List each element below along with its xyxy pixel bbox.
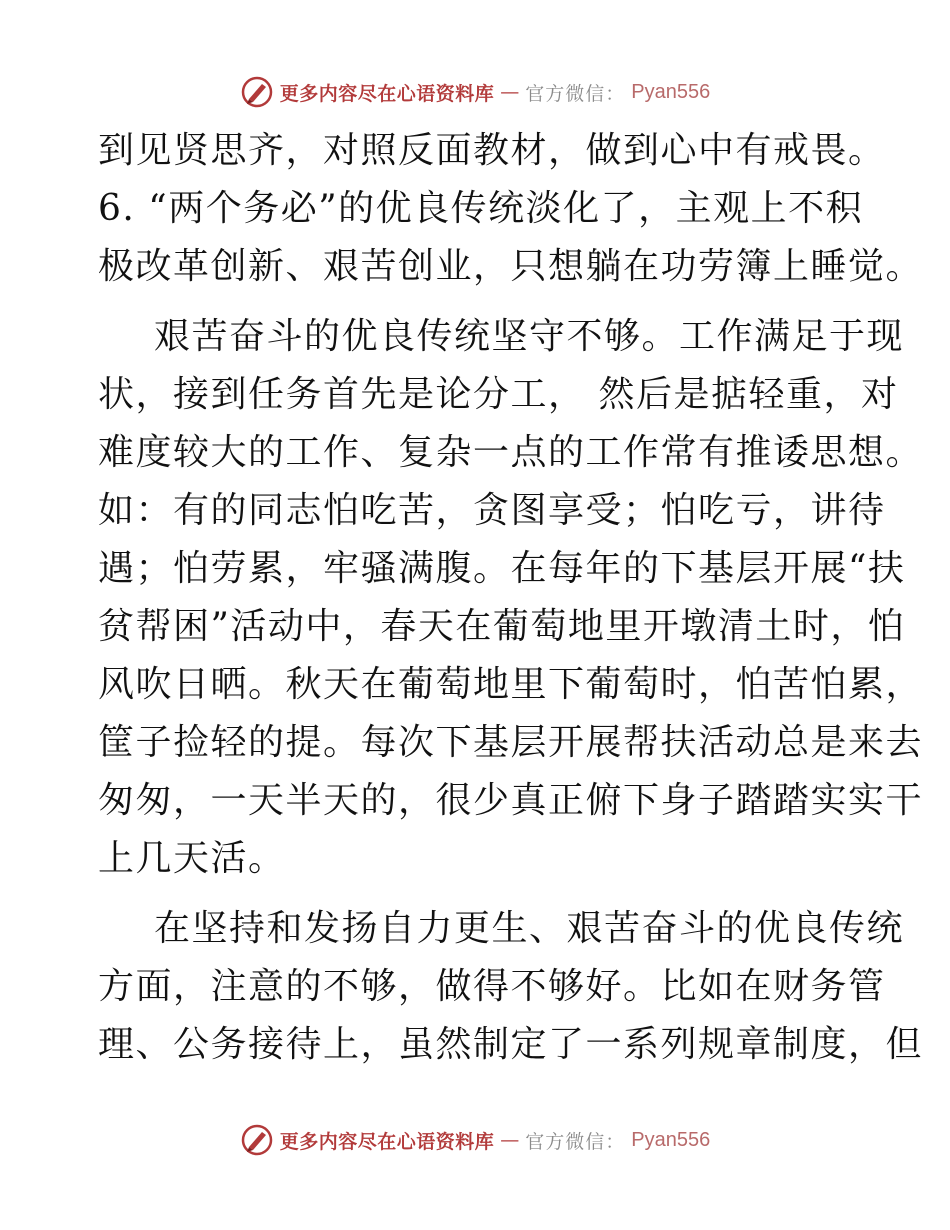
text-line: 艰苦奋斗的优良传统坚守不够。工作满足于现 (154, 316, 905, 357)
watermark-official-label: 官方微信： (525, 82, 626, 105)
text-line: 风吹日晒。秋天在葡萄地里下葡萄时，怕苦怕累， (98, 664, 924, 705)
text-line: 贫帮困”活动中，春天在葡萄地里开墩清土时，怕 (98, 606, 906, 647)
text-line: 方面，注意的不够，做得不够好。比如在财务管 (98, 966, 886, 1007)
text-line: 难度较大的工作、复杂一点的工作常有推诿思想。 (98, 432, 924, 473)
text-line: 状，接到任务首先是论分工， 然后是掂轻重，对 (98, 374, 899, 415)
header-watermark (0, 72, 950, 112)
watermark-wechat-id: Pyan556 (631, 1128, 711, 1151)
watermark-dash: — (500, 81, 520, 103)
paragraph-1 (98, 122, 924, 296)
text-line: 理、公务接待上，虽然制定了一系列规章制度，但 (98, 1024, 924, 1065)
text-line: 上几天活。 (98, 838, 286, 879)
paragraph-2 (98, 308, 924, 888)
text-line: 6. “两个务必”的优良传统淡化了，主观上不积 (98, 188, 864, 229)
paragraph-3 (98, 900, 924, 1074)
watermark-official-label: 官方微信： (525, 1130, 626, 1153)
watermark-wechat-id: Pyan556 (631, 80, 711, 103)
text-line: 筐子捡轻的提。每次下基层开展帮扶活动总是来去 (98, 722, 924, 763)
text-line: 在坚持和发扬自力更生、艰苦奋斗的优良传统 (154, 908, 905, 949)
text-line: 如：有的同志怕吃苦，贪图享受；怕吃亏，讲待 (98, 490, 886, 531)
watermark-site-text: 更多内容尽在心语资料库 (279, 1130, 495, 1153)
text-line: 极改革创新、艰苦创业，只想躺在功劳簿上睡觉。 (98, 246, 924, 287)
document-body (98, 122, 924, 1074)
text-line: 到见贤思齐，对照反面教材，做到心中有戒畏。 (98, 130, 886, 171)
text-line: 遇；怕劳累，牢骚满腹。在每年的下基层开展“扶 (98, 548, 906, 589)
pen-logo-icon (240, 1123, 274, 1157)
watermark-site-text: 更多内容尽在心语资料库 (279, 82, 495, 105)
pen-logo-icon (240, 75, 274, 109)
watermark-dash: — (500, 1129, 520, 1151)
footer-watermark (0, 1120, 950, 1160)
text-line: 匆匆，一天半天的，很少真正俯下身子踏踏实实干 (98, 780, 924, 821)
